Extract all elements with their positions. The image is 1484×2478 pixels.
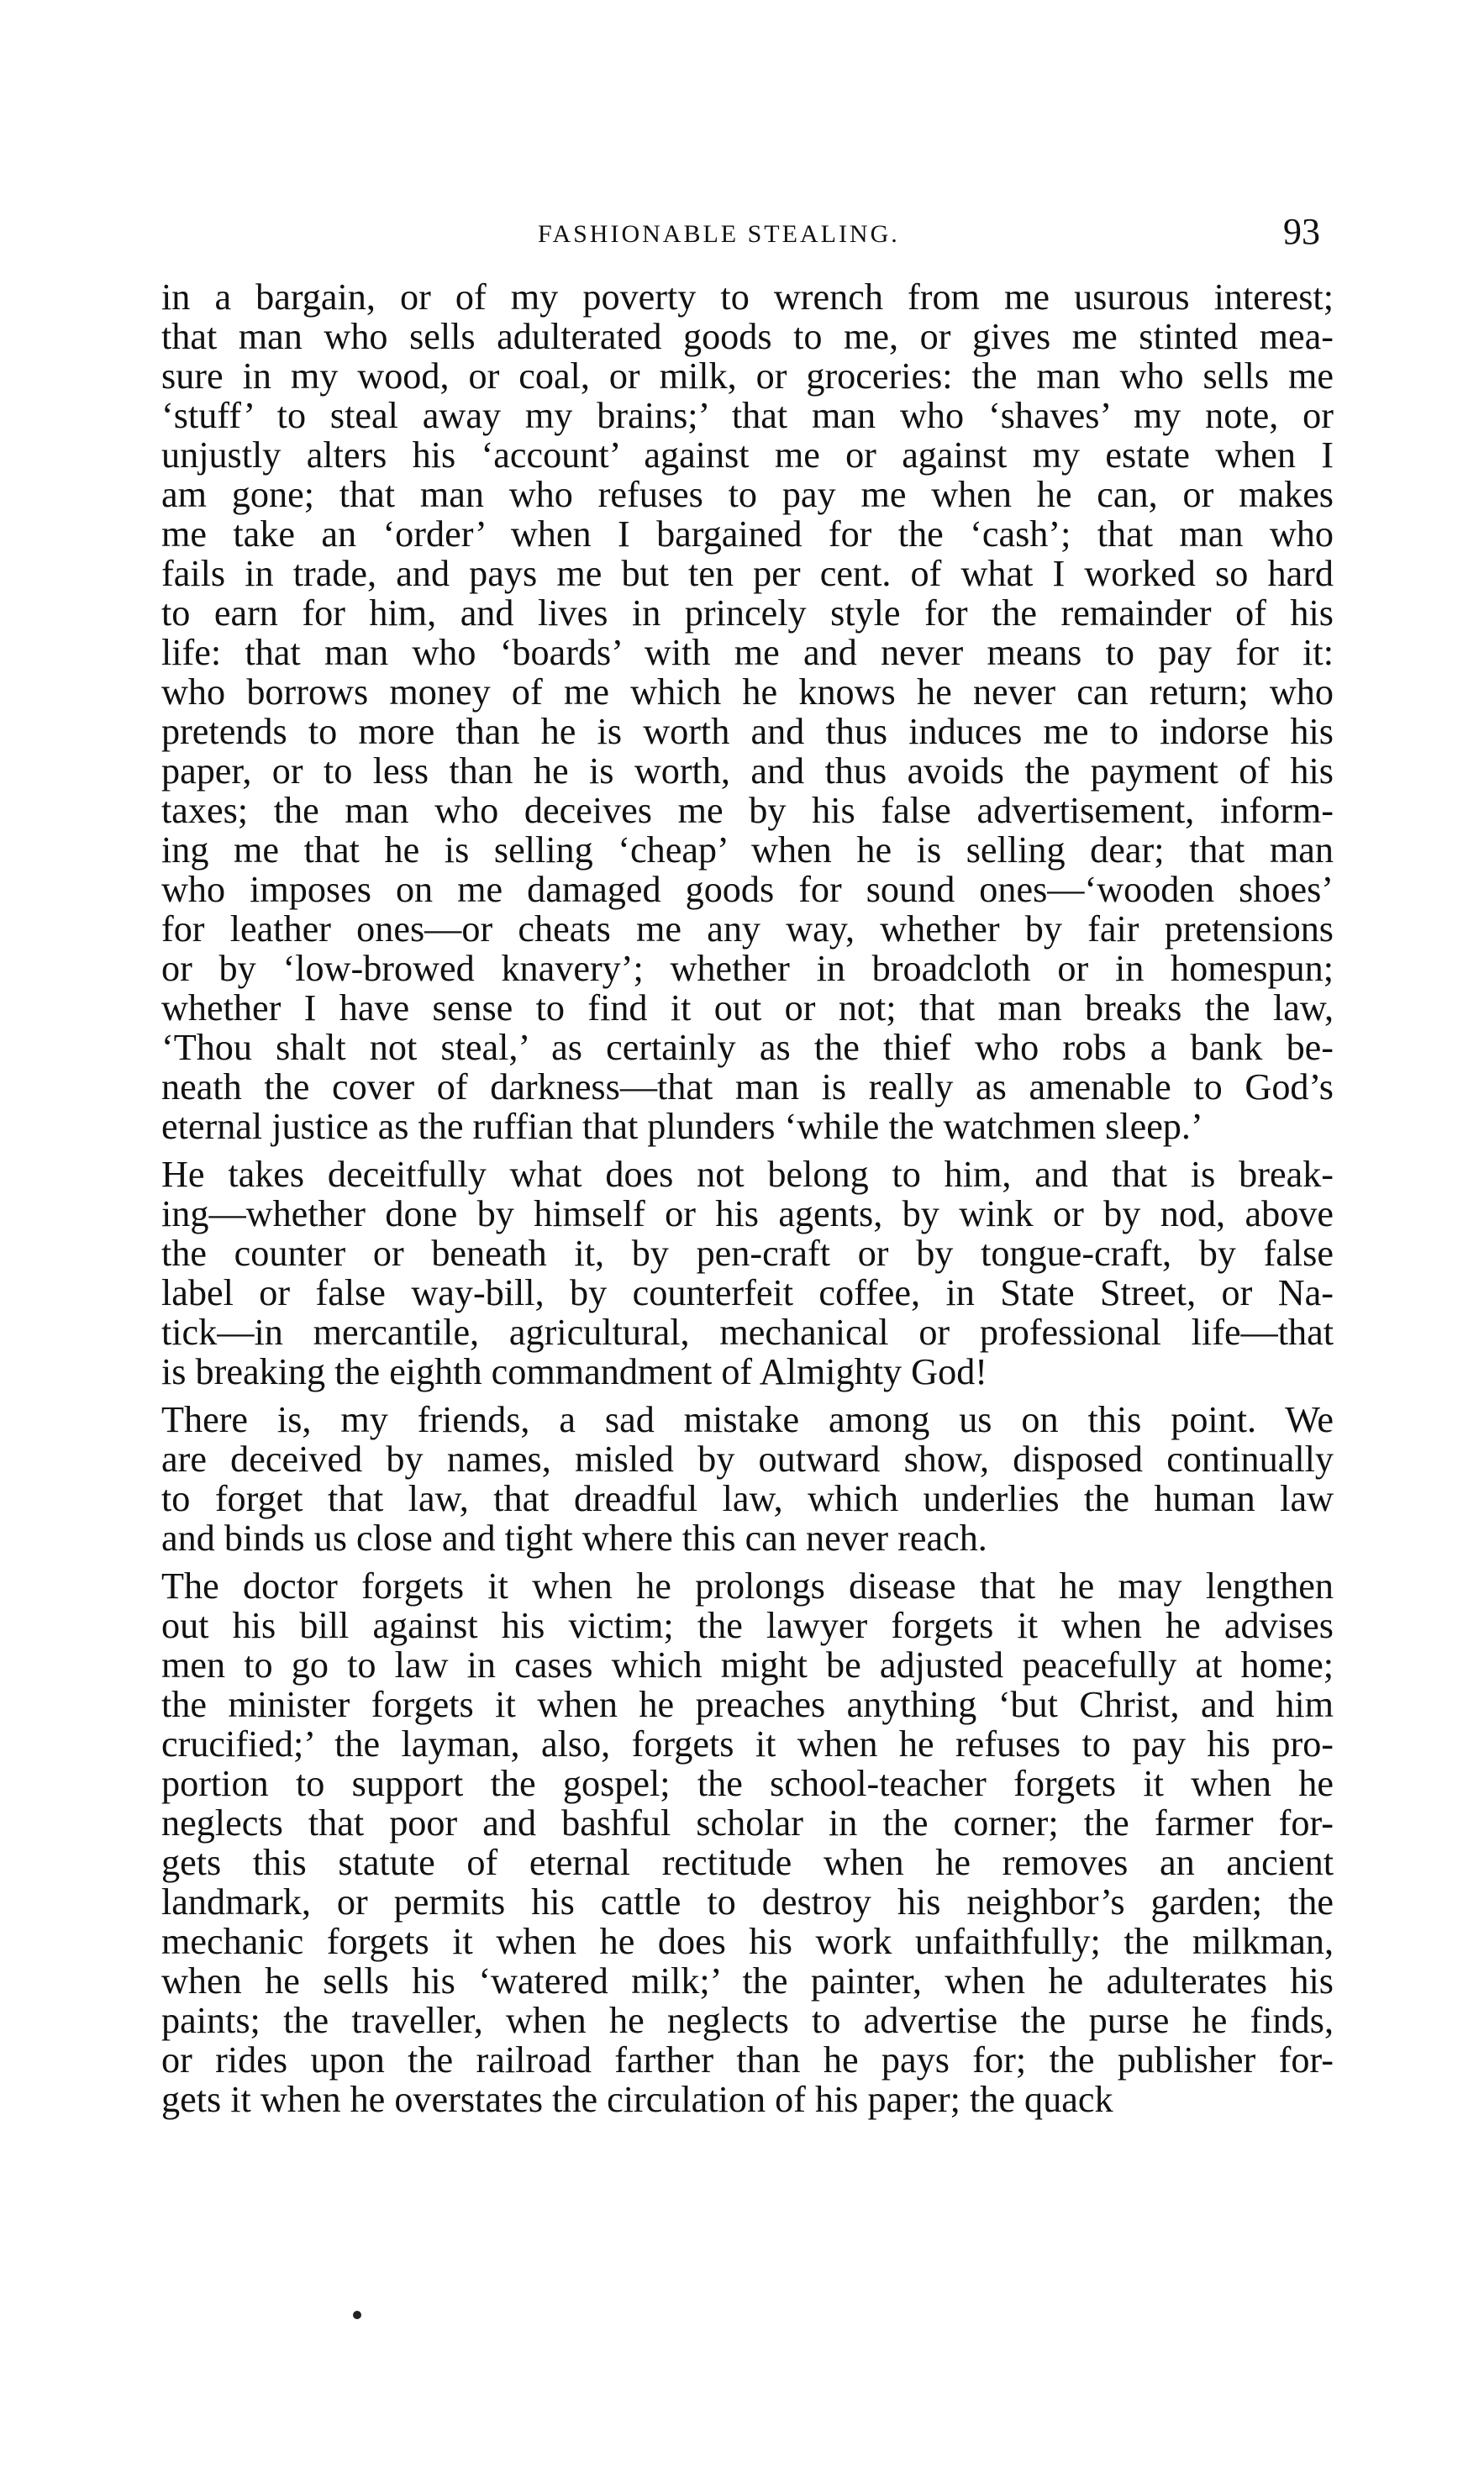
text-line: paper, or to less than he is worth, and thus avoids the payment of his: [161, 750, 1334, 792]
text-line: mechanic forgets it when he does his work unfaithfully; the milkman,: [161, 1921, 1334, 1962]
text-line: for leather ones—or cheats me any way, whether by fair pretensions: [161, 908, 1334, 950]
text-line: The doctor forgets it when he prolongs disease that he may lengthen: [161, 1565, 1334, 1607]
text-line: the minister forgets it when he preaches anything ‘but Christ, and him: [161, 1684, 1334, 1725]
paragraph: [161, 1155, 1334, 1392]
text-line: that man who sells adulterated goods to me, or gives me stinted mea-: [161, 316, 1334, 357]
text-line: or by ‘low-browed knavery’; whether in broadcloth or in homespun;: [161, 948, 1334, 989]
text-line: am gone; that man who refuses to pay me when he can, or makes: [161, 474, 1334, 515]
text-line: He takes deceitfully what does not belong to him, and that is break-: [161, 1154, 1334, 1195]
text-line: There is, my friends, a sad mistake among us on this point. We: [161, 1399, 1334, 1440]
text-line: ‘stuff’ to steal away my brains;’ that man who ‘shaves’ my note, or: [161, 395, 1334, 436]
text-line: are deceived by names, misled by outward show, disposed continually: [161, 1439, 1334, 1480]
text-line: paints; the traveller, when he neglects to advertise the purse he finds,: [161, 2000, 1334, 2041]
paragraph: [161, 1400, 1334, 1558]
text-line: to earn for him, and lives in princely style for the remainder of his: [161, 592, 1334, 634]
text-line: to forget that law, that dreadful law, which underlies the human law: [161, 1478, 1334, 1519]
text-line: out his bill against his victim; the lawyer forgets it when he advises: [161, 1605, 1334, 1646]
text-line: ‘Thou shalt not steal,’ as certainly as the thief who robs a bank be-: [161, 1027, 1334, 1068]
text-line: neath the cover of darkness—that man is really as amenable to God’s: [161, 1066, 1334, 1107]
text-line: in a bargain, or of my poverty to wrench from me usurous interest;: [161, 276, 1334, 318]
text-line: men to go to law in cases which might be adjusted peacefully at home;: [161, 1644, 1334, 1686]
text-line: sure in my wood, or coal, or milk, or groceries: the man who sells me: [161, 355, 1334, 397]
text-line: who borrows money of me which he knows he never can return; who: [161, 671, 1334, 713]
text-line: fails in trade, and pays me but ten per cent. of what I worked so hard: [161, 553, 1334, 594]
ink-speck: [353, 2311, 361, 2319]
running-title: FASHIONABLE STEALING.: [538, 220, 900, 248]
text-line: gets this statute of eternal rectitude when he removes an ancient: [161, 1842, 1334, 1883]
text-line: ing—whether done by himself or his agents, by wink or by nod, above: [161, 1193, 1334, 1234]
text-line: unjustly alters his ‘account’ against me or against my estate when I: [161, 434, 1334, 476]
text-line: when he sells his ‘watered milk;’ the painter, when he adulterates his: [161, 1960, 1334, 2002]
text-line: whether I have sense to find it out or not; that man breaks the law,: [161, 987, 1334, 1029]
text-line: tick—in mercantile, agricultural, mechanical or professional life—that: [161, 1312, 1334, 1353]
text-line: me take an ‘order’ when I bargained for the ‘cash’; that man who: [161, 513, 1334, 555]
text-line: the counter or beneath it, by pen-craft or by tongue-craft, by false: [161, 1233, 1334, 1274]
text-line: pretends to more than he is worth and thus induces me to indorse his: [161, 711, 1334, 752]
text-line: crucified;’ the layman, also, forgets it when he refuses to pay his pro-: [161, 1723, 1334, 1765]
text-line: gets it when he overstates the circulation of his paper; the quack: [161, 2079, 1113, 2120]
text-line: ing me that he is selling ‘cheap’ when he is selling dear; that man: [161, 829, 1334, 871]
text-line: label or false way-bill, by counterfeit coffee, in State Street, or Na-: [161, 1272, 1334, 1313]
text-line: eternal justice as the ruffian that plunders ‘while the watchmen sleep.’: [161, 1106, 1203, 1147]
text-line: landmark, or permits his cattle to destroy his neighbor’s garden; the: [161, 1881, 1334, 1923]
text-line: taxes; the man who deceives me by his false advertisement, inform-: [161, 790, 1334, 831]
text-line: and binds us close and tight where this can never reach.: [161, 1518, 987, 1559]
text-line: is breaking the eighth commandment of Almighty God!: [161, 1351, 987, 1392]
text-line: who imposes on me damaged goods for sound ones—‘wooden shoes’: [161, 869, 1334, 910]
text-line: portion to support the gospel; the school-teacher forgets it when he: [161, 1763, 1334, 1804]
text-line: neglects that poor and bashful scholar in the corner; the farmer for-: [161, 1802, 1334, 1844]
text-line: life: that man who ‘boards’ with me and never means to pay for it:: [161, 632, 1334, 673]
body-text: [161, 277, 1334, 2119]
text-line: or rides upon the railroad farther than he pays for; the publisher for-: [161, 2039, 1334, 2081]
paragraph: [161, 1566, 1334, 2119]
paragraph: [161, 277, 1334, 1146]
page-number: 93: [1283, 211, 1320, 252]
